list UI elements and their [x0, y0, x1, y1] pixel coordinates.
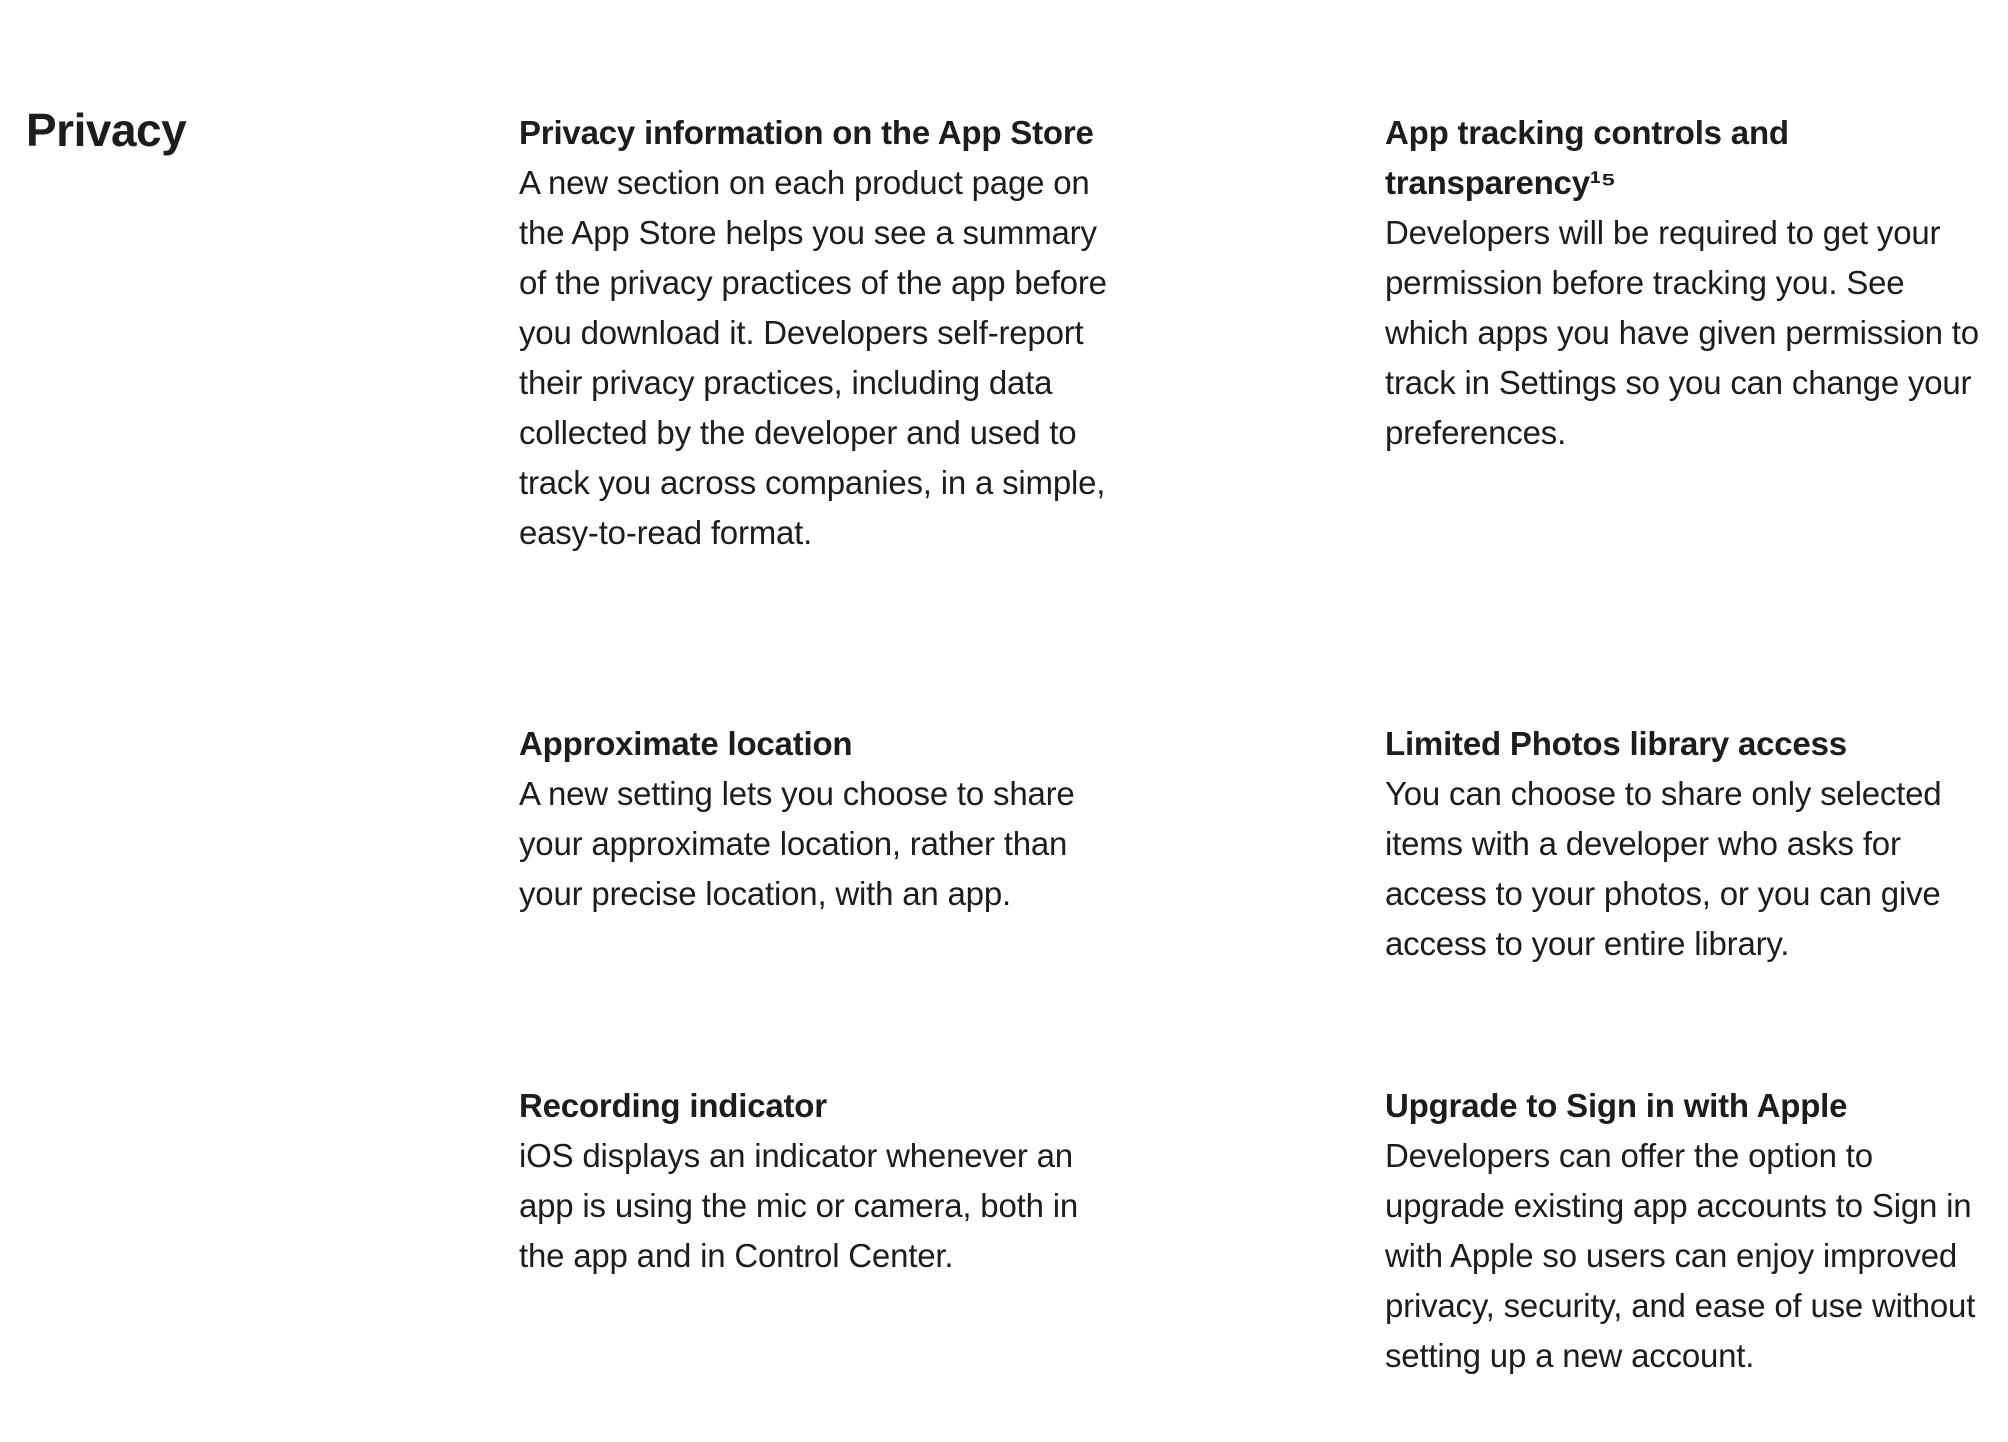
feature-description: Developers will be required to get your permission before tracking you. See which apps you have given permission to track in Settings so you can change your preferences.: [1385, 214, 1979, 451]
section-title: Privacy: [26, 104, 187, 156]
feature-description: Developers can offer the option to upgrade existing app accounts to Sign in with Apple so users can enjoy improved privacy, security, and ease of use without setting up a new account.: [1385, 1137, 1976, 1374]
feature-limited-photos-access: [1385, 719, 1995, 969]
feature-privacy-information: [519, 108, 1129, 558]
feature-description: A new section on each product page on the App Store helps you see a summary of the privacy practices of the app before you download it. Developers self-report their privacy practices, including data collected by the developer and used to track you across companies, in a simple, easy-to-read format.: [519, 164, 1107, 551]
feature-title: Approximate location: [519, 725, 853, 762]
feature-description: A new setting lets you choose to share your approximate location, rather than your precise location, with an app.: [519, 775, 1075, 912]
feature-approximate-location: [519, 719, 1129, 919]
feature-app-tracking: [1385, 108, 1995, 458]
feature-description: You can choose to share only selected items with a developer who asks for access to your photos, or you can give access to your entire library.: [1385, 775, 1942, 962]
feature-sign-in-with-apple: [1385, 1081, 1995, 1381]
feature-title: App tracking controls and transparency¹⁵: [1385, 114, 1789, 201]
feature-recording-indicator: [519, 1081, 1129, 1281]
feature-title: Recording indicator: [519, 1087, 827, 1124]
feature-title: Limited Photos library access: [1385, 725, 1847, 762]
feature-title: Privacy information on the App Store: [519, 114, 1094, 151]
feature-title: Upgrade to Sign in with Apple: [1385, 1087, 1848, 1124]
feature-description: iOS displays an indicator whenever an app is using the mic or camera, both in the app and in Control Center.: [519, 1137, 1078, 1274]
